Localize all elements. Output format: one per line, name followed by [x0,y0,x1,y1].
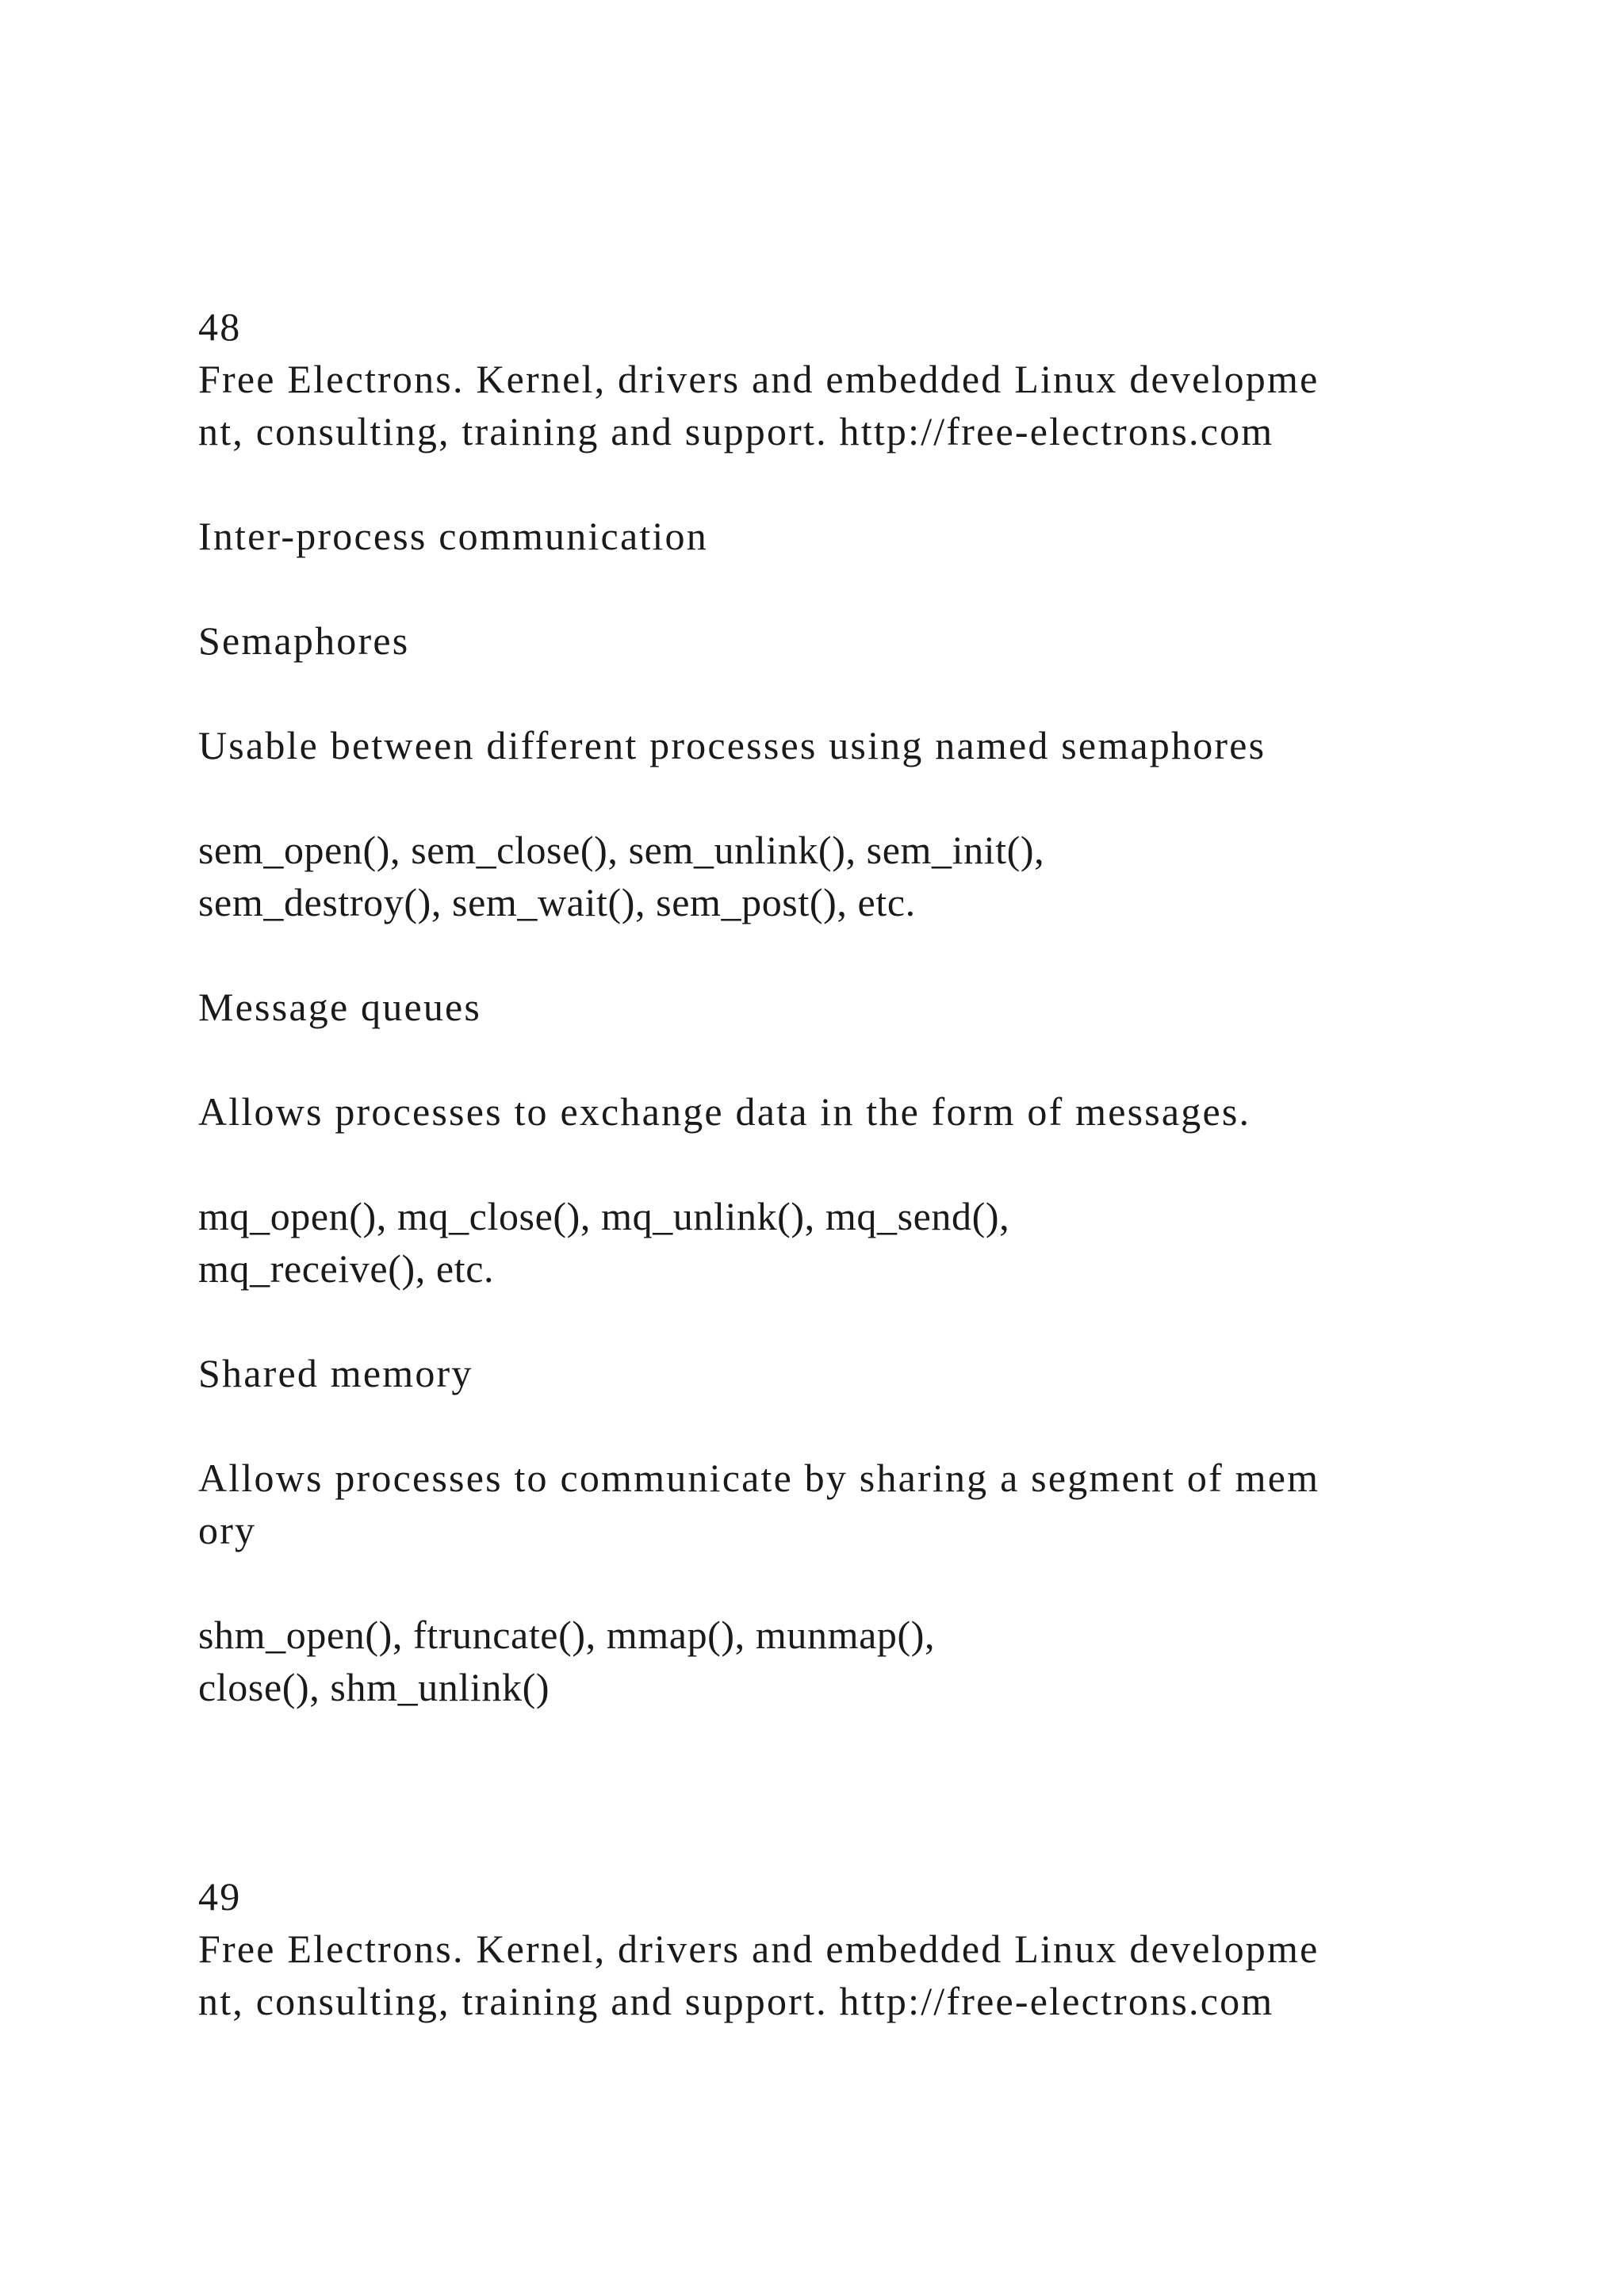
section-description-semaphores: Usable between different processes using named semaphores [198,723,1266,767]
section-description-shared-memory-line-2: ory [198,1508,257,1552]
section-description-shared-memory-line-1: Allows processes to communicate by sharing a segment of mem [198,1456,1320,1500]
slide-title: Inter-process communication [198,514,708,558]
footer-line-2: nt, consulting, training and support. http://free-electrons.com [198,409,1274,453]
section-heading-message-queues: Message queues [198,985,482,1029]
functions-message-queues-line-2: mq_receive(), etc. [198,1246,495,1291]
footer-line-2-slide-49: nt, consulting, training and support. http://free-electrons.com [198,1979,1274,2023]
page-number-49: 49 [198,1874,242,1919]
footer-line-1: Free Electrons. Kernel, drivers and embedded Linux developme [198,357,1320,401]
functions-message-queues-line-1: mq_open(), mq_close(), mq_unlink(), mq_send(), [198,1194,1010,1238]
functions-shared-memory-line-2: close(), shm_unlink() [198,1665,550,1709]
section-description-message-queues: Allows processes to exchange data in the form of messages. [198,1089,1251,1134]
footer-line-1-slide-49: Free Electrons. Kernel, drivers and embedded Linux developme [198,1927,1320,1971]
section-heading-shared-memory: Shared memory [198,1351,473,1395]
section-heading-semaphores: Semaphores [198,618,410,663]
functions-semaphores-line-1: sem_open(), sem_close(), sem_unlink(), sem_init(), [198,828,1045,872]
functions-shared-memory-line-1: shm_open(), ftruncate(), mmap(), munmap(), [198,1613,936,1657]
page-number-48: 48 [198,304,242,349]
functions-semaphores-line-2: sem_destroy(), sem_wait(), sem_post(), etc. [198,880,916,924]
